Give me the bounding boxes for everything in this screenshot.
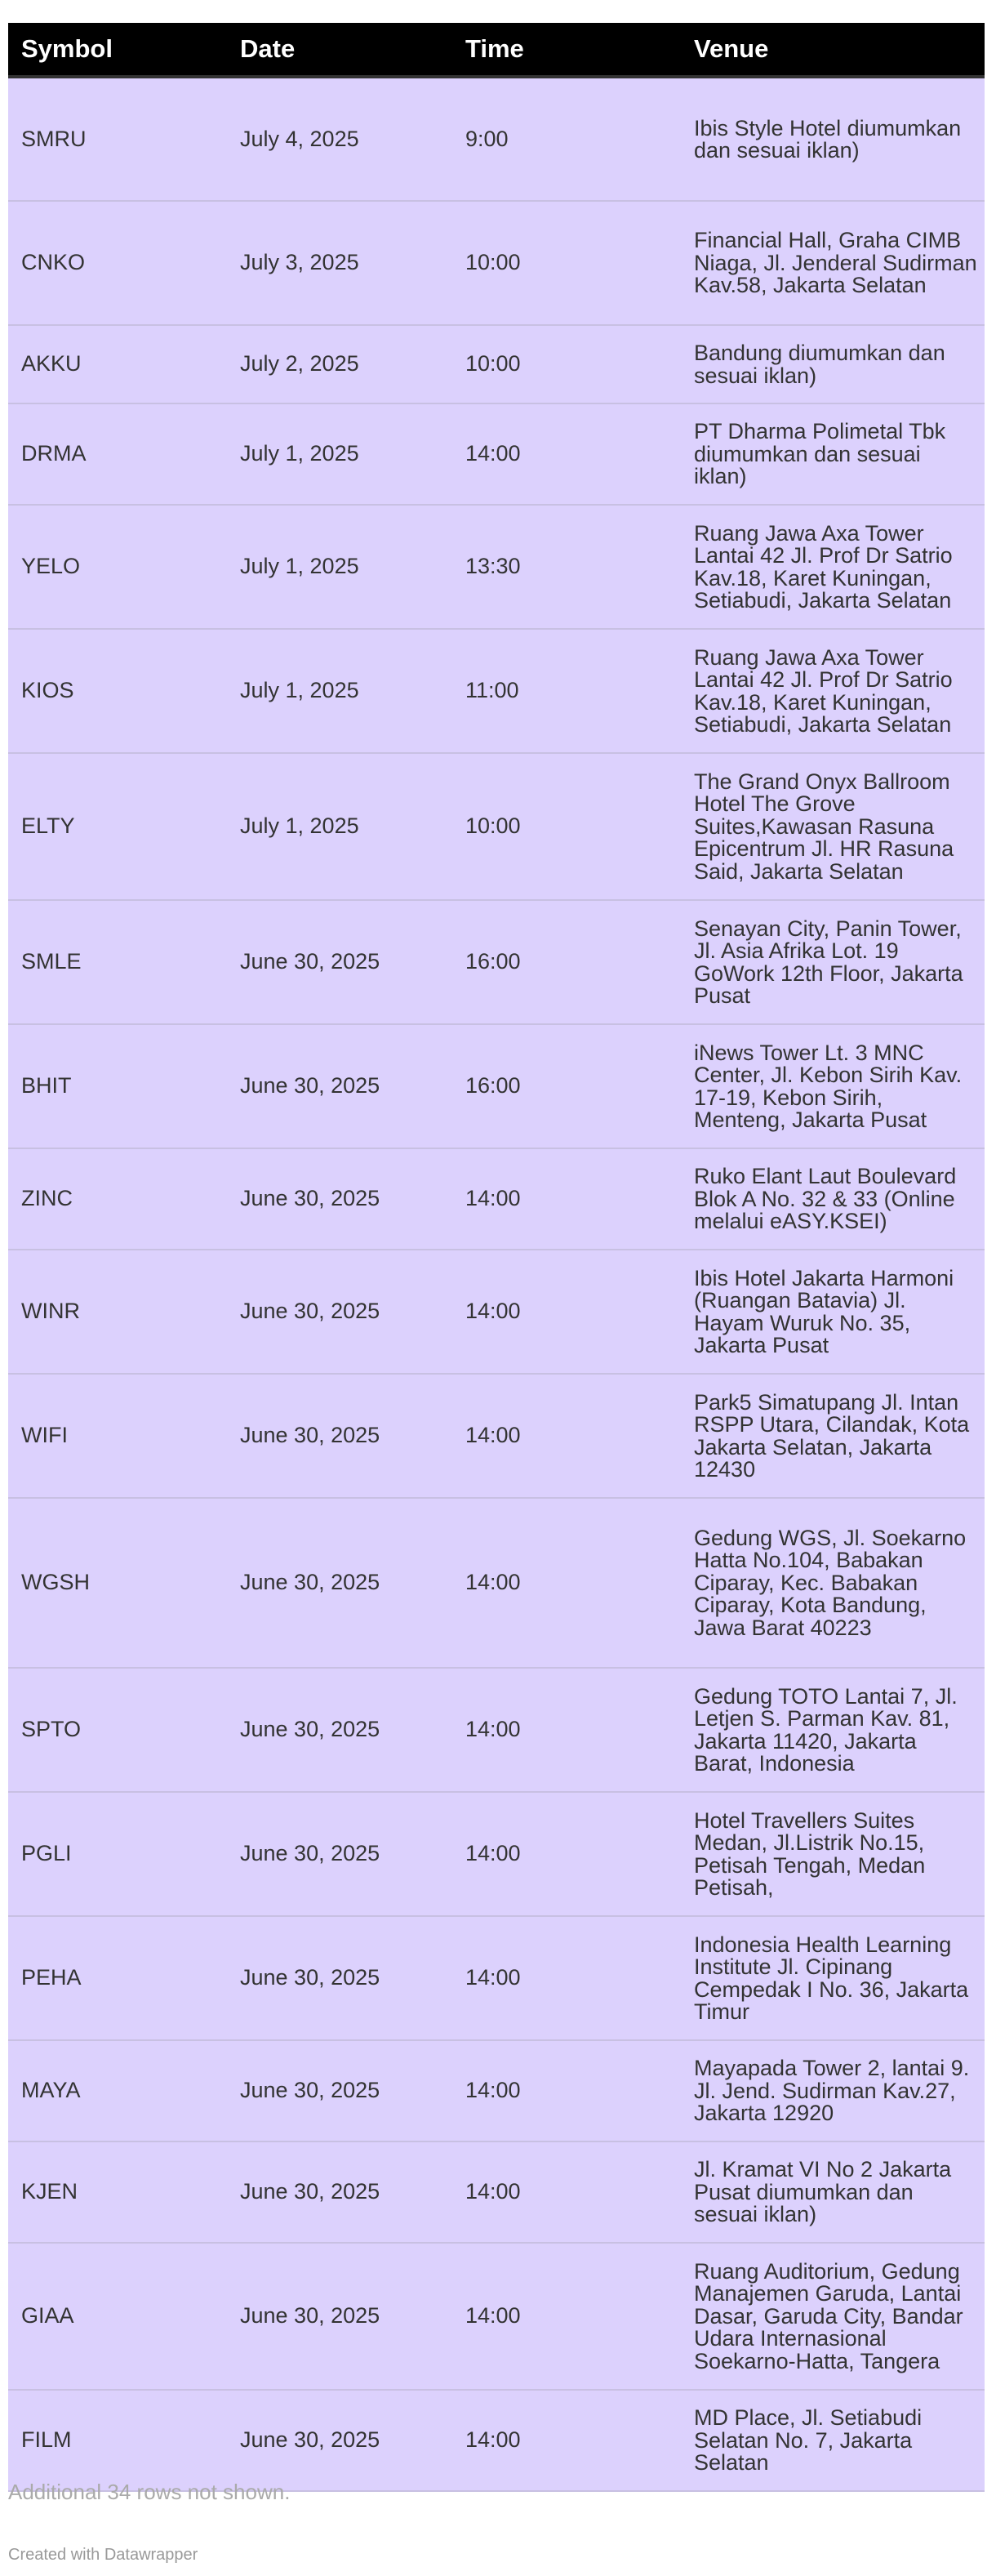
cell-venue: Jl. Kramat VI No 2 Jakarta Pusat diumumkan dan sesuai iklan): [679, 2141, 985, 2243]
cell-time: 14:00: [452, 1916, 679, 2040]
cell-symbol: PEHA: [8, 1916, 227, 2040]
column-header-date[interactable]: Date: [227, 23, 452, 77]
table-row: [8, 1024, 985, 1148]
cell-time: 10:00: [452, 201, 679, 325]
cell-date: July 3, 2025: [227, 201, 452, 325]
cell-venue: MD Place, Jl. Setiabudi Selatan No. 7, Jakarta Selatan: [679, 2390, 985, 2491]
column-header-time[interactable]: Time: [452, 23, 679, 77]
table-row: [8, 2141, 985, 2243]
cell-venue: Ibis Hotel Jakarta Harmoni (Ruangan Batavia) Jl. Hayam Wuruk No. 35, Jakarta Pusat: [679, 1250, 985, 1374]
cell-time: 16:00: [452, 1024, 679, 1148]
cell-venue: Ruko Elant Laut Boulevard Blok A No. 32 & 33 (Online melalui eASY.KSEI): [679, 1148, 985, 1250]
cell-date: July 2, 2025: [227, 325, 452, 403]
table-row: [8, 505, 985, 629]
cell-time: 14:00: [452, 1792, 679, 1916]
cell-venue: The Grand Onyx Ballroom Hotel The Grove Suites,Kawasan Rasuna Epicentrum Jl. HR Rasuna Said, Jakarta Selatan: [679, 753, 985, 900]
cell-symbol: ELTY: [8, 753, 227, 900]
table-row: [8, 900, 985, 1024]
table-row: [8, 1148, 985, 1250]
cell-symbol: SPTO: [8, 1668, 227, 1792]
cell-time: 16:00: [452, 900, 679, 1024]
table-row: [8, 753, 985, 900]
cell-date: July 1, 2025: [227, 505, 452, 629]
table-row: [8, 77, 985, 201]
cell-date: July 1, 2025: [227, 629, 452, 753]
cell-symbol: BHIT: [8, 1024, 227, 1148]
cell-time: 14:00: [452, 1374, 679, 1498]
cell-time: 14:00: [452, 1250, 679, 1374]
cell-date: June 30, 2025: [227, 2141, 452, 2243]
cell-venue: Ruang Jawa Axa Tower Lantai 42 Jl. Prof Dr Satrio Kav.18, Karet Kuningan, Setiabudi, Jakarta Selatan: [679, 629, 985, 753]
cell-time: 14:00: [452, 1148, 679, 1250]
cell-symbol: SMRU: [8, 77, 227, 201]
cell-time: 14:00: [452, 2141, 679, 2243]
cell-time: 14:00: [452, 2040, 679, 2141]
header-row: [8, 23, 985, 77]
cell-symbol: SMLE: [8, 900, 227, 1024]
meeting-schedule-table: [8, 23, 985, 2492]
cell-symbol: WINR: [8, 1250, 227, 1374]
cell-venue: Park5 Simatupang Jl. Intan RSPP Utara, Cilandak, Kota Jakarta Selatan, Jakarta 12430: [679, 1374, 985, 1498]
cell-symbol: MAYA: [8, 2040, 227, 2141]
cell-symbol: PGLI: [8, 1792, 227, 1916]
table-row: [8, 1250, 985, 1374]
cell-time: 10:00: [452, 325, 679, 403]
cell-symbol: AKKU: [8, 325, 227, 403]
cell-symbol: YELO: [8, 505, 227, 629]
cell-venue: Senayan City, Panin Tower, Jl. Asia Afrika Lot. 19 GoWork 12th Floor, Jakarta Pusat: [679, 900, 985, 1024]
cell-symbol: KJEN: [8, 2141, 227, 2243]
table-row: [8, 1498, 985, 1668]
cell-venue: Ruang Jawa Axa Tower Lantai 42 Jl. Prof Dr Satrio Kav.18, Karet Kuningan, Setiabudi, Jakarta Selatan: [679, 505, 985, 629]
cell-date: June 30, 2025: [227, 1148, 452, 1250]
table-header: [8, 23, 985, 77]
table-row: [8, 325, 985, 403]
cell-date: June 30, 2025: [227, 1916, 452, 2040]
cell-time: 14:00: [452, 1498, 679, 1668]
table-row: [8, 1792, 985, 1916]
cell-date: June 30, 2025: [227, 1498, 452, 1668]
cell-time: 14:00: [452, 2390, 679, 2491]
cell-date: June 30, 2025: [227, 1792, 452, 1916]
cell-symbol: GIAA: [8, 2243, 227, 2390]
column-header-symbol[interactable]: Symbol: [8, 23, 227, 77]
cell-symbol: KIOS: [8, 629, 227, 753]
cell-time: 14:00: [452, 1668, 679, 1792]
table-body: [8, 77, 985, 2491]
cell-venue: Bandung diumumkan dan sesuai iklan): [679, 325, 985, 403]
cell-symbol: DRMA: [8, 403, 227, 505]
cell-date: June 30, 2025: [227, 1374, 452, 1498]
column-header-venue[interactable]: Venue: [679, 23, 985, 77]
cell-date: July 4, 2025: [227, 77, 452, 201]
cell-date: July 1, 2025: [227, 403, 452, 505]
meeting-schedule-table-container: [8, 23, 985, 2492]
cell-symbol: WIFI: [8, 1374, 227, 1498]
datawrapper-credit: Created with Datawrapper: [8, 2546, 198, 2564]
table-row: [8, 201, 985, 325]
cell-date: June 30, 2025: [227, 2390, 452, 2491]
cell-time: 13:30: [452, 505, 679, 629]
cell-symbol: ZINC: [8, 1148, 227, 1250]
cell-date: July 1, 2025: [227, 753, 452, 900]
cell-venue: iNews Tower Lt. 3 MNC Center, Jl. Kebon Sirih Kav. 17-19, Kebon Sirih, Menteng, Jakarta Pusat: [679, 1024, 985, 1148]
cell-symbol: WGSH: [8, 1498, 227, 1668]
cell-date: June 30, 2025: [227, 1250, 452, 1374]
cell-date: June 30, 2025: [227, 1024, 452, 1148]
table-row: [8, 629, 985, 753]
cell-venue: Indonesia Health Learning Institute Jl. Cipinang Cempedak I No. 36, Jakarta Timur: [679, 1916, 985, 2040]
cell-venue: Hotel Travellers Suites Medan, Jl.Listrik No.15, Petisah Tengah, Medan Petisah,: [679, 1792, 985, 1916]
cell-time: 10:00: [452, 753, 679, 900]
cell-time: 9:00: [452, 77, 679, 201]
table-row: [8, 2243, 985, 2390]
table-row: [8, 1374, 985, 1498]
cell-venue: PT Dharma Polimetal Tbk diumumkan dan sesuai iklan): [679, 403, 985, 505]
cell-symbol: CNKO: [8, 201, 227, 325]
table-row: [8, 2390, 985, 2491]
cell-date: June 30, 2025: [227, 2040, 452, 2141]
cell-venue: Ibis Style Hotel diumumkan dan sesuai iklan): [679, 77, 985, 201]
table-row: [8, 2040, 985, 2141]
cell-symbol: FILM: [8, 2390, 227, 2491]
cell-venue: Gedung WGS, Jl. Soekarno Hatta No.104, Babakan Ciparay, Kec. Babakan Ciparay, Kota Bandung, Jawa Barat 40223: [679, 1498, 985, 1668]
cell-venue: Gedung TOTO Lantai 7, Jl. Letjen S. Parman Kav. 81, Jakarta 11420, Jakarta Barat, Indonesia: [679, 1668, 985, 1792]
table-row: [8, 1668, 985, 1792]
cell-venue: Financial Hall, Graha CIMB Niaga, Jl. Jenderal Sudirman Kav.58, Jakarta Selatan: [679, 201, 985, 325]
cell-date: June 30, 2025: [227, 900, 452, 1024]
table-row: [8, 1916, 985, 2040]
cell-time: 14:00: [452, 2243, 679, 2390]
cell-time: 11:00: [452, 629, 679, 753]
cell-time: 14:00: [452, 403, 679, 505]
table-row: [8, 403, 985, 505]
additional-rows-note: Additional 34 rows not shown.: [8, 2480, 291, 2504]
cell-date: June 30, 2025: [227, 2243, 452, 2390]
cell-venue: Mayapada Tower 2, lantai 9. Jl. Jend. Sudirman Kav.27, Jakarta 12920: [679, 2040, 985, 2141]
cell-date: June 30, 2025: [227, 1668, 452, 1792]
cell-venue: Ruang Auditorium, Gedung Manajemen Garuda, Lantai Dasar, Garuda City, Bandar Udara Internasional Soekarno-Hatta, Tangera: [679, 2243, 985, 2390]
